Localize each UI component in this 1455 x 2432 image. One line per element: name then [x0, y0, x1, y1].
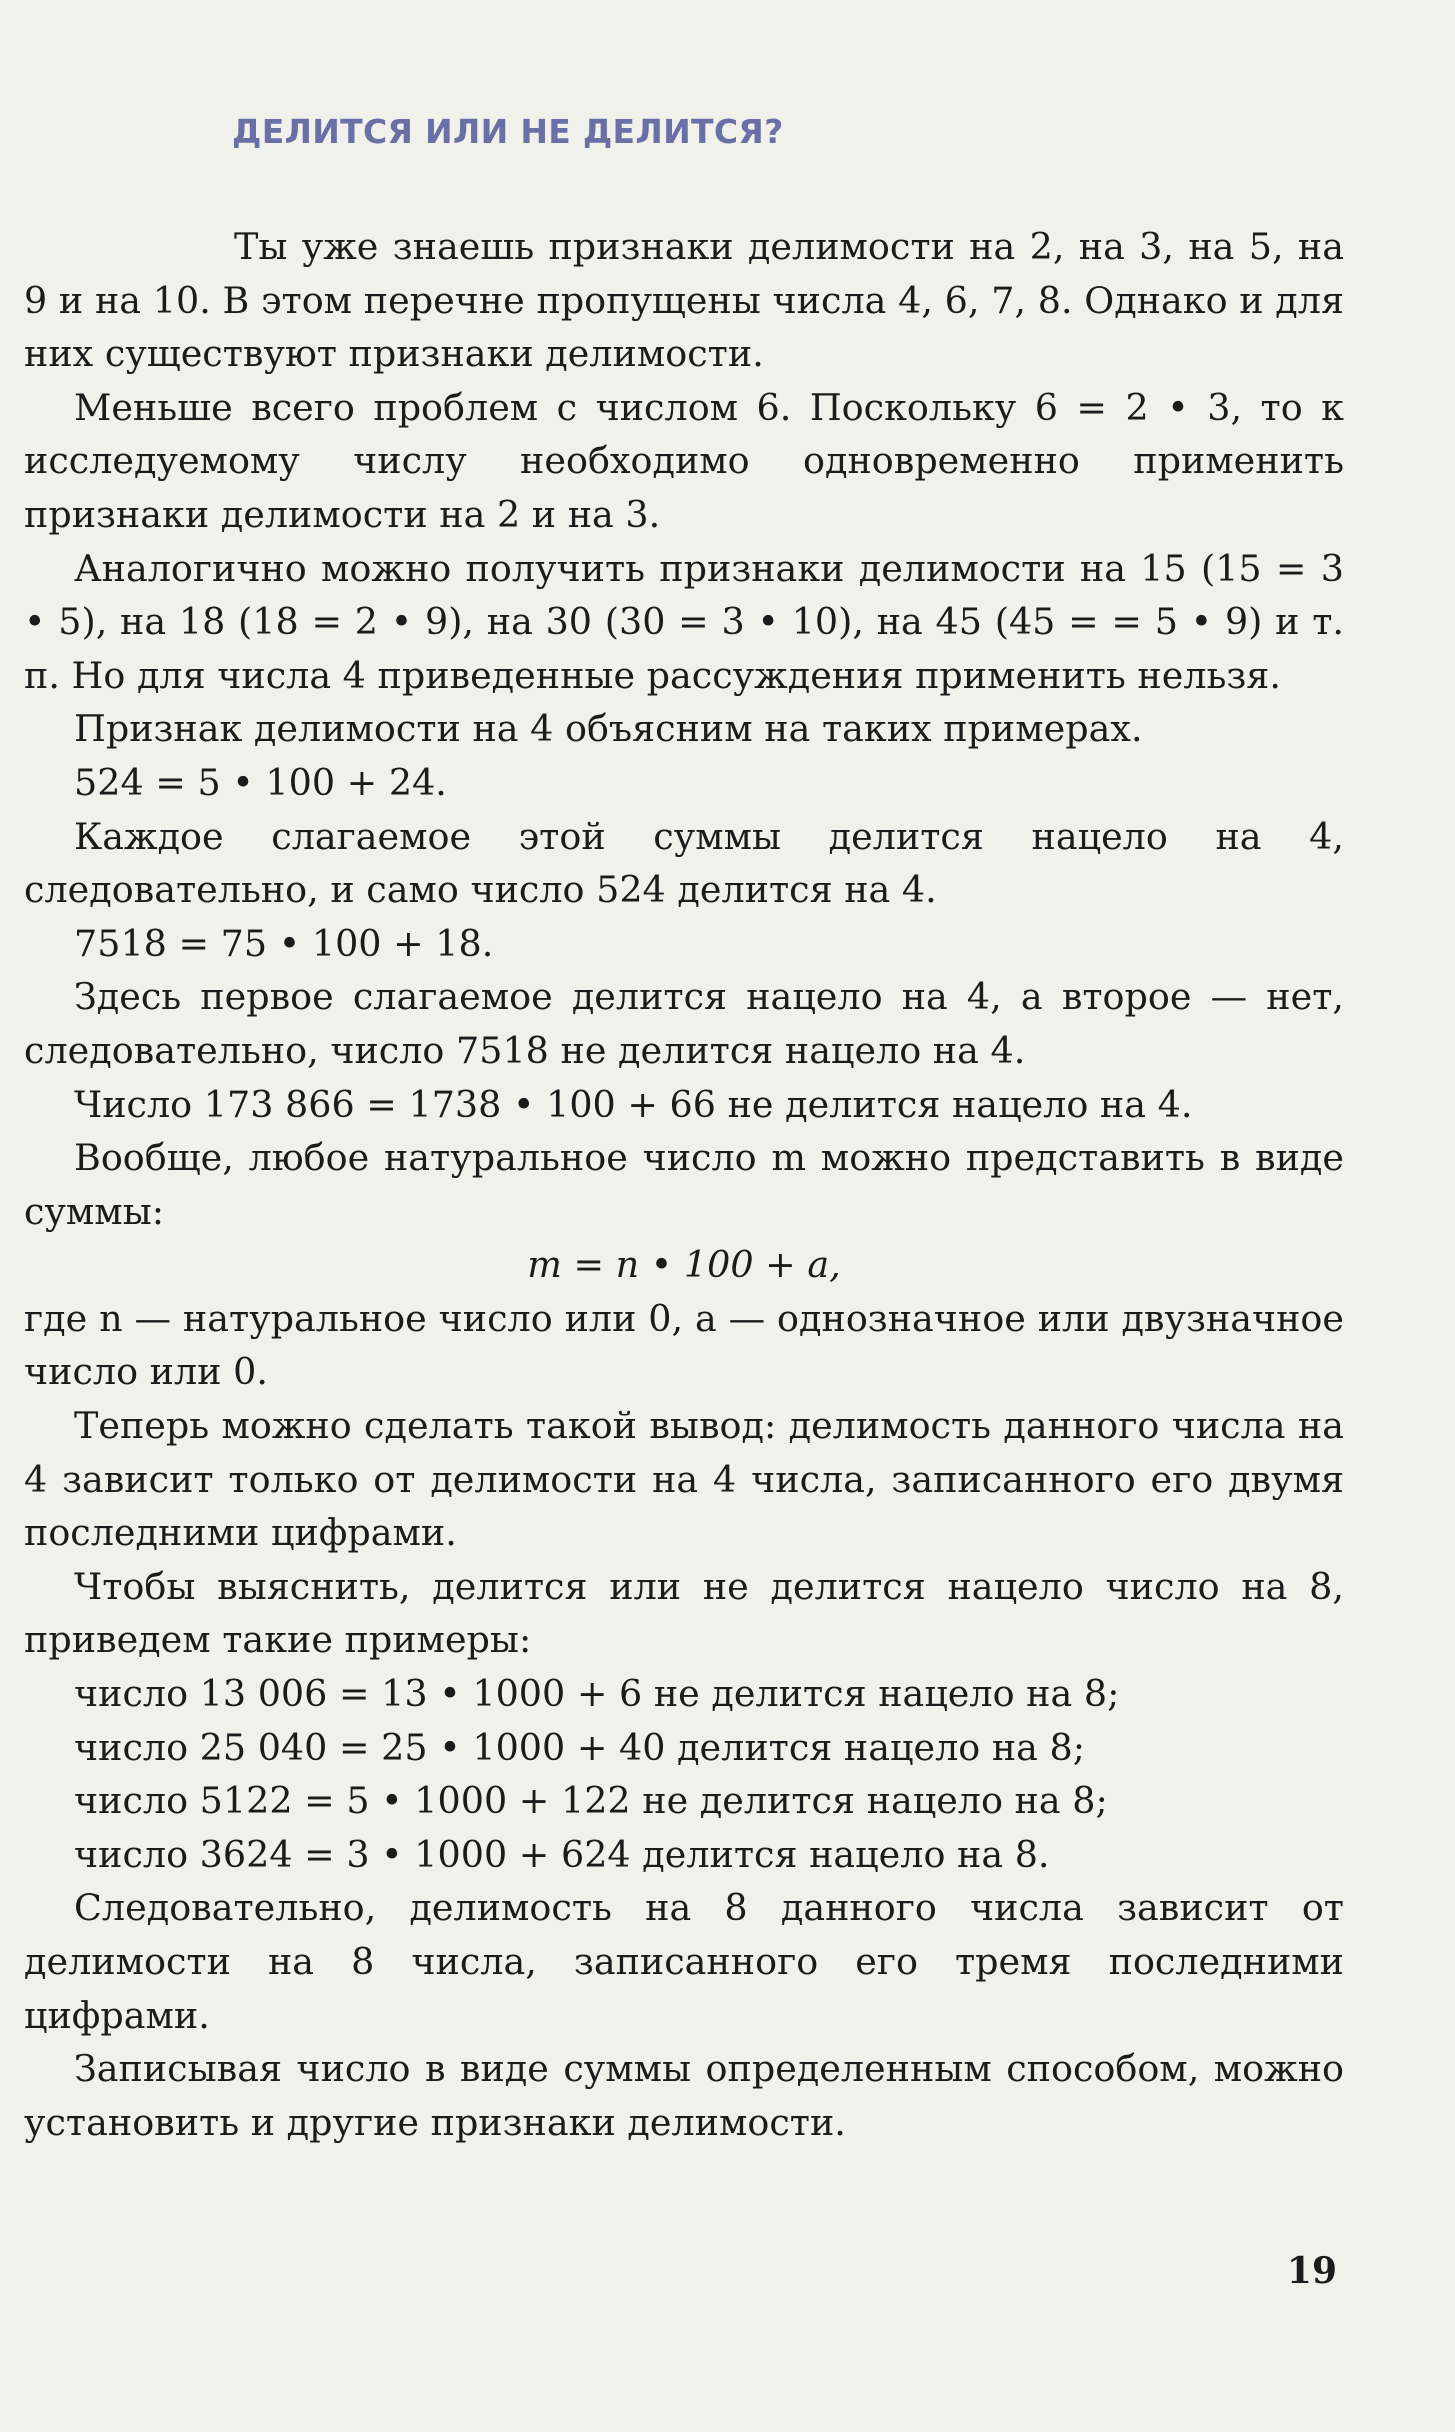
page-number: 19 [1286, 2250, 1337, 2292]
example-25040: число 25 040 = 25 • 1000 + 40 делится нацело на 8; [74, 1725, 1086, 1769]
paragraph-eight-intro: Чтобы выяснить, делится или не делится нацело число на 8, приведем такие примеры: [24, 1564, 1344, 1662]
example-524: 524 = 5 • 100 + 24. [74, 760, 447, 804]
example-3624: число 3624 = 3 • 1000 + 624 делится нацело на 8. [74, 1832, 1050, 1876]
paragraph-intro: Ты уже знаешь признаки делимости на 2, на 3, на 5, на 9 и на 10. В этом перечне пропущены числа 4, 6, 7, 8. Однако и для них существуют признаки делимости. [24, 225, 1344, 376]
example-5122: число 5122 = 5 • 1000 + 122 не делится нацело на 8; [74, 1779, 1108, 1823]
paragraph-524-explanation: Каждое слагаемое этой суммы делится нацело на 4, следовательно, и само число 524 делится на 4. [24, 814, 1344, 912]
paragraph-7518-explanation: Здесь первое слагаемое делится нацело на 4, а второе — нет, следовательно, число 7518 не делится нацело на 4. [24, 975, 1344, 1072]
paragraph-conclusion-eight: Следовательно, делимость на 8 данного числа зависит от делимости на 8 числа, записанного его тремя последними цифрами. [24, 1886, 1344, 2037]
paragraph-final: Записывая число в виде суммы определенным способом, можно установить и другие признаки делимости. [24, 2047, 1344, 2144]
section-heading: ДЕЛИТСЯ ИЛИ НЕ ДЕЛИТСЯ? [232, 112, 784, 151]
formula-m: m = n • 100 + a, [527, 1243, 841, 1287]
paragraph-173866: Число 173 866 = 1738 • 100 + 66 не делится нацело на 4. [74, 1082, 1193, 1126]
body-text [24, 220, 1344, 2149]
paragraph-where: где n — натуральное число или 0, a — однозначное или двузначное число или 0. [24, 1296, 1344, 1394]
paragraph-general: Вообще, любое натуральное число m можно представить в виде суммы: [24, 1136, 1344, 1233]
paragraph-analogous: Аналогично можно получить признаки делимости на 15 (15 = 3 • 5), на 18 (18 = 2 • 9), на 30 (30 = 3 • 10), на 45 (45 = = 5 • 9) и т. п. Но для числа 4 приведенные рассуждения применить нельзя. [24, 546, 1344, 697]
paragraph-four-intro: Признак делимости на 4 объясним на таких примерах. [74, 707, 1143, 751]
example-13006: число 13 006 = 13 • 1000 + 6 не делится нацело на 8; [74, 1672, 1120, 1716]
example-7518: 7518 = 75 • 100 + 18. [74, 921, 494, 965]
paragraph-conclusion-four: Теперь можно сделать такой вывод: делимость данного числа на 4 зависит только от делимости на 4 числа, записанного его двумя последними цифрами. [24, 1404, 1344, 1555]
paragraph-six: Меньше всего проблем с числом 6. Поскольку 6 = 2 • 3, то к исследуемому числу необходимо одновременно применить признаки делимости на 2 и на 3. [24, 385, 1344, 536]
